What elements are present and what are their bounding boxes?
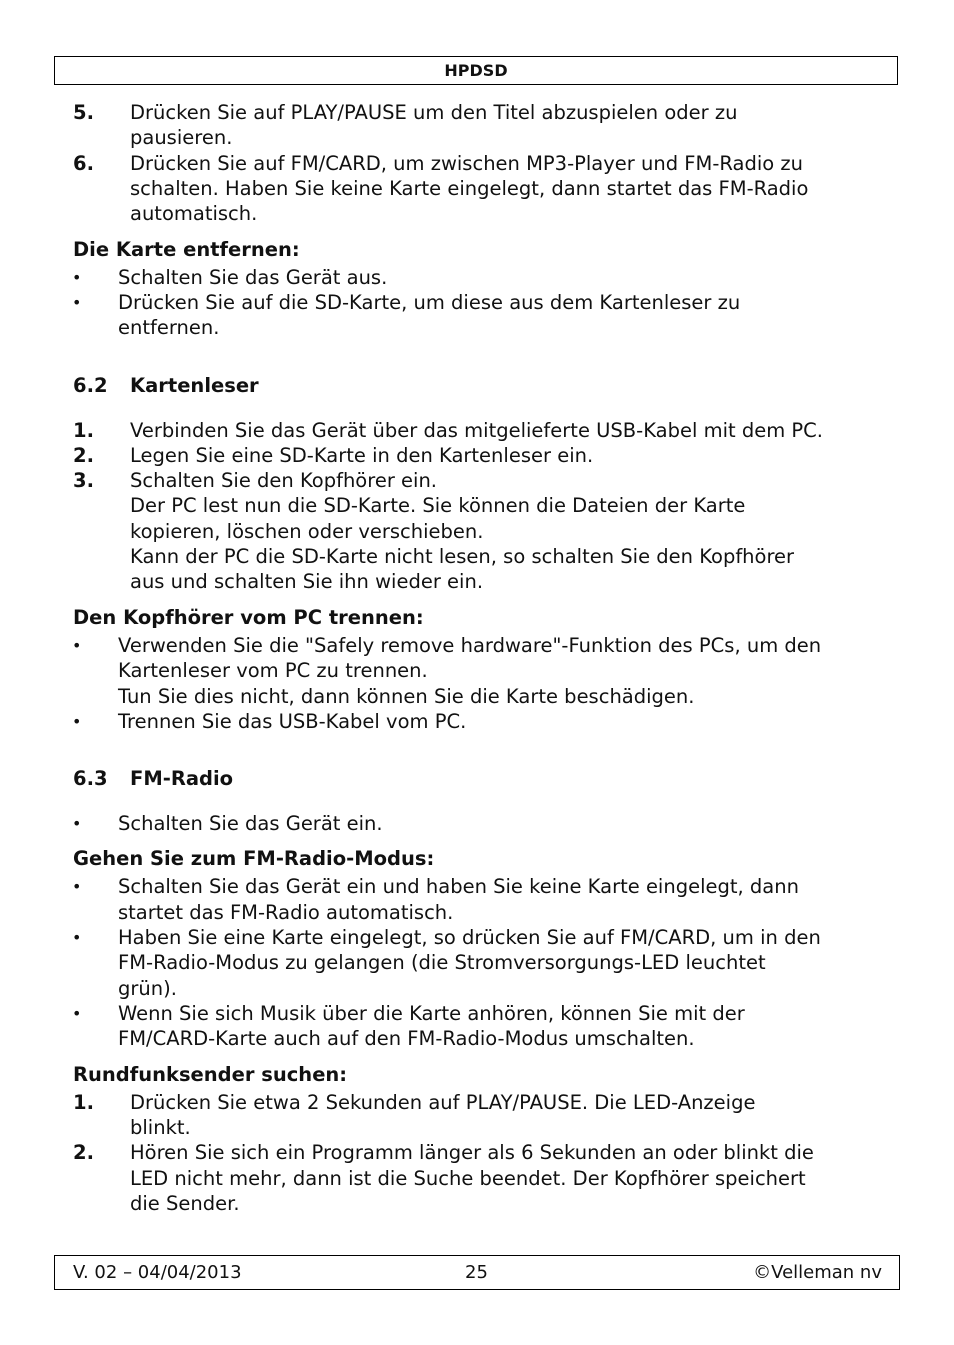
text-line: Schalten Sie den Kopfhörer ein. [130, 469, 438, 492]
bullet-icon: • [72, 712, 82, 731]
list-number: 3. [73, 469, 94, 492]
page-footer [54, 1255, 900, 1290]
bullet-icon: • [72, 928, 82, 947]
bullet-icon: • [72, 636, 82, 655]
list-number: 5. [73, 101, 94, 124]
text-line: blinkt. [130, 1116, 191, 1139]
text-line: Schalten Sie das Gerät aus. [118, 266, 388, 289]
bullet-icon: • [72, 1004, 82, 1023]
text-line: Kann der PC die SD-Karte nicht lesen, so schalten Sie den Kopfhörer [130, 545, 795, 568]
text-line: pausieren. [130, 126, 233, 149]
text-line: Verbinden Sie das Gerät über das mitgelieferte USB-Kabel mit dem PC. [130, 419, 823, 442]
section-heading: 6.3 [73, 767, 108, 790]
bullet-icon: • [72, 877, 82, 896]
text-line: Legen Sie eine SD-Karte in den Kartenleser ein. [130, 444, 594, 467]
bullet-icon: • [72, 814, 82, 833]
text-line: grün). [118, 977, 177, 1000]
section-heading: Rundfunksender suchen: [73, 1063, 348, 1086]
footer-page-number: 25 [465, 1262, 488, 1283]
list-number: 1. [73, 1091, 94, 1114]
section-heading: Die Karte entfernen: [73, 238, 300, 261]
section-heading: FM-Radio [130, 767, 234, 790]
text-line: LED nicht mehr, dann ist die Suche beendet. Der Kopfhörer speichert [130, 1167, 806, 1190]
text-line: Drücken Sie etwa 2 Sekunden auf PLAY/PAUSE. Die LED-Anzeige [130, 1091, 756, 1114]
text-line: Der PC lest nun die SD-Karte. Sie können die Dateien der Karte [130, 494, 746, 517]
text-line: Schalten Sie das Gerät ein und haben Sie keine Karte eingelegt, dann [118, 875, 799, 898]
list-number: 2. [73, 1141, 94, 1164]
section-heading: Gehen Sie zum FM-Radio-Modus: [73, 847, 435, 870]
text-line: Schalten Sie das Gerät ein. [118, 812, 383, 835]
page-header: HPDSD [54, 56, 898, 85]
text-line: startet das FM-Radio automatisch. [118, 901, 454, 924]
text-line: Wenn Sie sich Musik über die Karte anhören, können Sie mit der [118, 1002, 745, 1025]
text-line: kopieren, löschen oder verschieben. [130, 520, 484, 543]
section-heading: Den Kopfhörer vom PC trennen: [73, 606, 424, 629]
list-number: 1. [73, 419, 94, 442]
bullet-icon: • [72, 268, 82, 287]
text-line: Kartenleser vom PC zu trennen. [118, 659, 428, 682]
text-line: Drücken Sie auf FM/CARD, um zwischen MP3-Player und FM-Radio zu [130, 152, 803, 175]
text-line: entfernen. [118, 316, 220, 339]
text-line: automatisch. [130, 202, 258, 225]
text-line: FM/CARD-Karte auch auf den FM-Radio-Modus umschalten. [118, 1027, 695, 1050]
text-line: die Sender. [130, 1192, 240, 1215]
text-line: schalten. Haben Sie keine Karte eingelegt, dann startet das FM-Radio [130, 177, 809, 200]
bullet-icon: • [72, 293, 82, 312]
section-heading: 6.2 [73, 374, 108, 397]
footer-version: V. 02 – 04/04/2013 [73, 1262, 242, 1283]
list-number: 2. [73, 444, 94, 467]
text-line: Drücken Sie auf PLAY/PAUSE um den Titel abzuspielen oder zu [130, 101, 738, 124]
text-line: Tun Sie dies nicht, dann können Sie die Karte beschädigen. [118, 685, 695, 708]
text-line: Verwenden Sie die "Safely remove hardware"-Funktion des PCs, um den [118, 634, 822, 657]
text-line: aus und schalten Sie ihn wieder ein. [130, 570, 484, 593]
text-line: Hören Sie sich ein Programm länger als 6 Sekunden an oder blinkt die [130, 1141, 814, 1164]
text-line: Trennen Sie das USB-Kabel vom PC. [118, 710, 467, 733]
list-number: 6. [73, 152, 94, 175]
section-heading: Kartenleser [130, 374, 259, 397]
text-line: FM-Radio-Modus zu gelangen (die Stromversorgungs-LED leuchtet [118, 951, 766, 974]
text-line: Drücken Sie auf die SD-Karte, um diese aus dem Kartenleser zu [118, 291, 741, 314]
text-line: Haben Sie eine Karte eingelegt, so drücken Sie auf FM/CARD, um in den [118, 926, 821, 949]
footer-copyright: ©Velleman nv [753, 1262, 882, 1283]
